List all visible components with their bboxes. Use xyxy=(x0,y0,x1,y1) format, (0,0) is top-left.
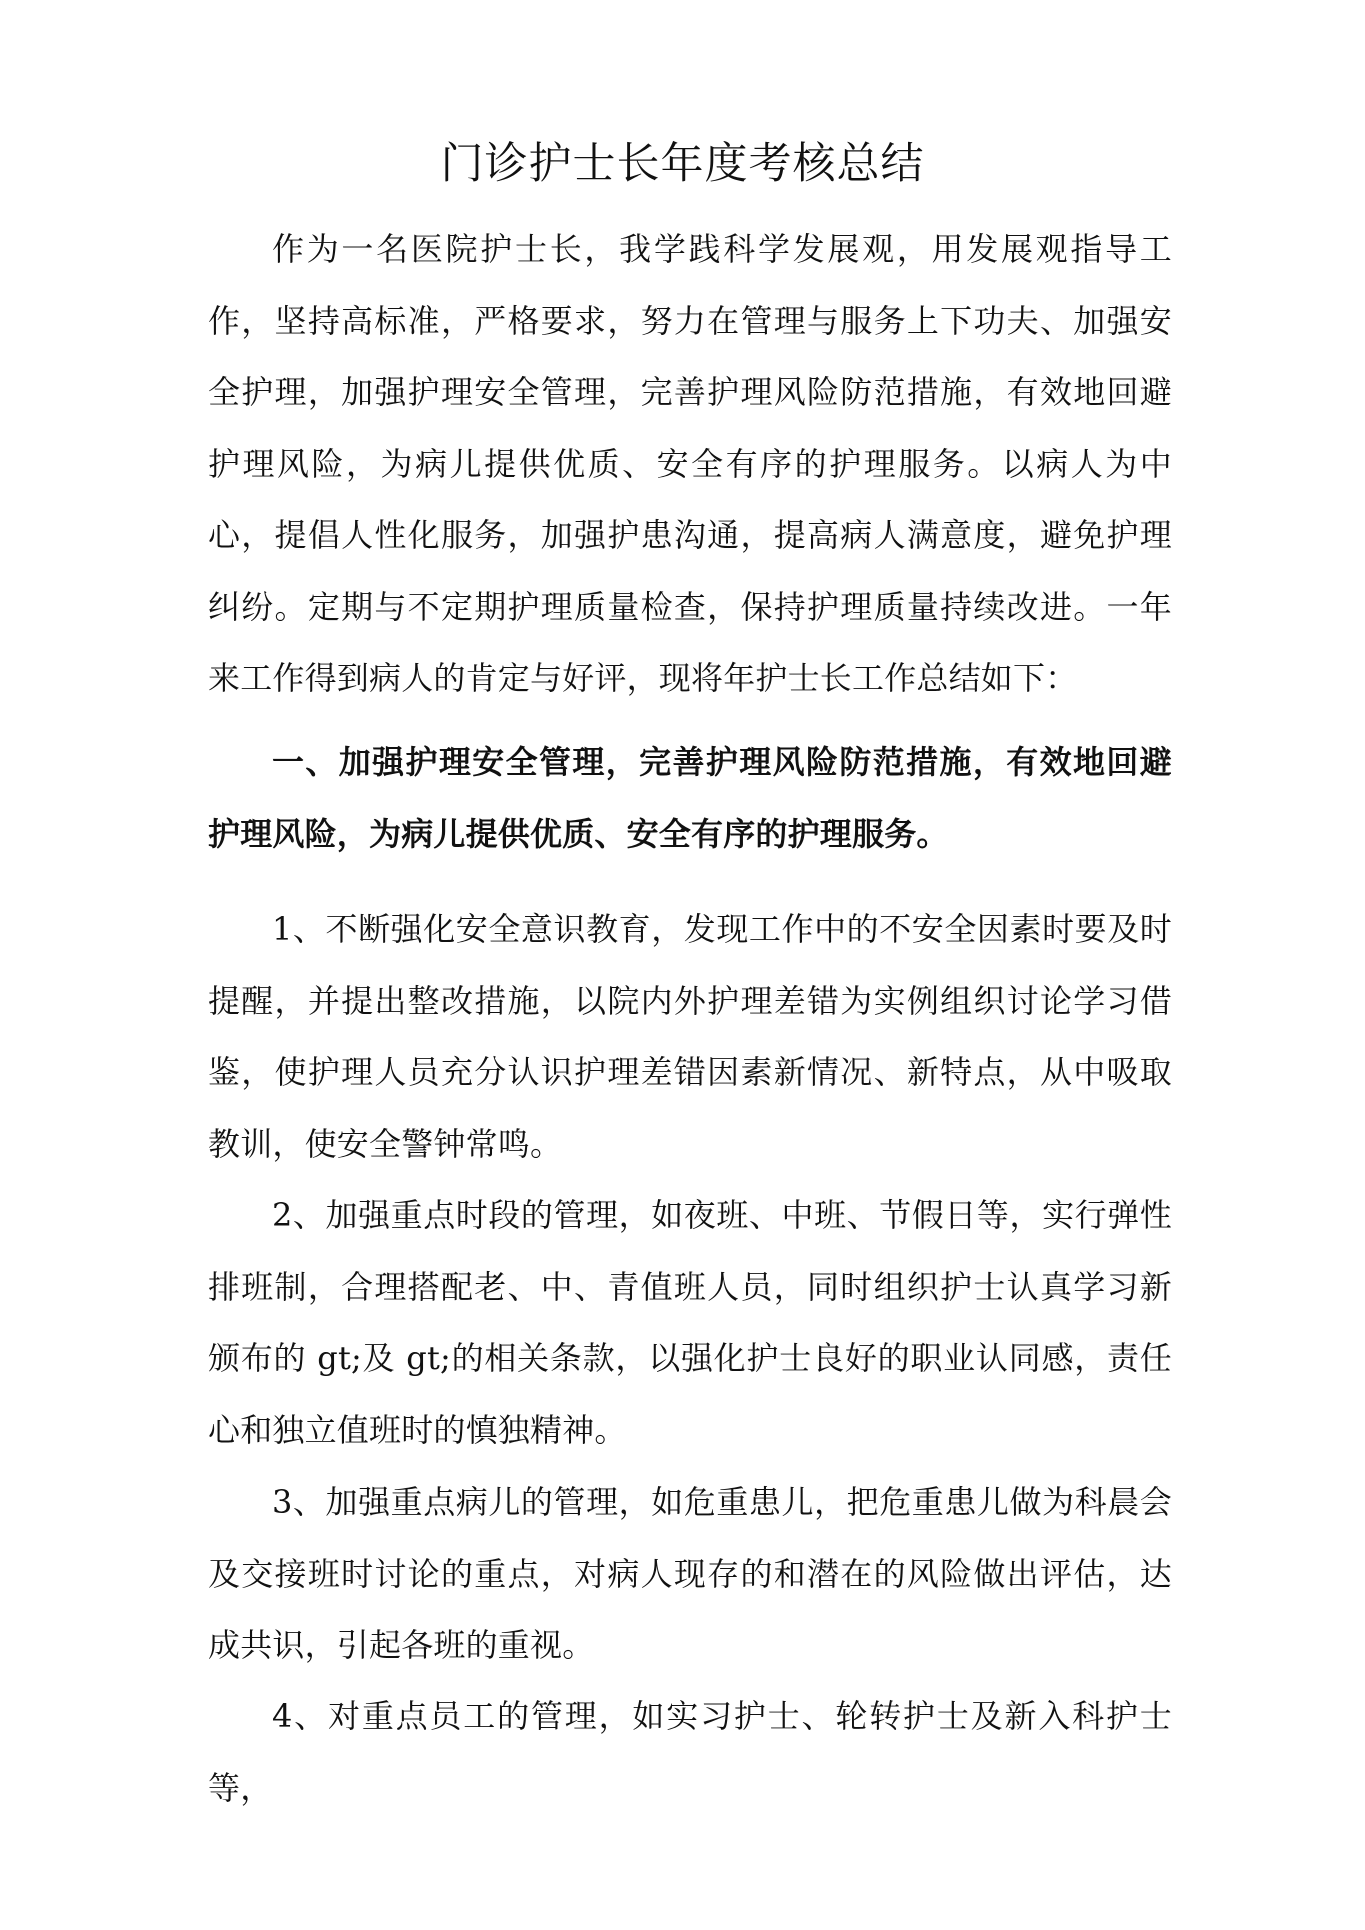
list-item: 1、不断强化安全意识教育，发现工作中的不安全因素时要及时提醒，并提出整改措施，以院内外护理差错为实例组织讨论学习借鉴，使护理人员充分认识护理差错因素新情况、新特点，从中吸取教训，使安全警钟常鸣。 xyxy=(208,910,1172,1163)
section-heading: 一、加强护理安全管理，完善护理风险防范措施，有效地回避护理风险，为病儿提供优质、安全有序的护理服务。 xyxy=(208,743,1172,853)
list-item: 4、对重点员工的管理，如实习护士、轮转护士及新入科护士等， xyxy=(208,1697,1172,1807)
list-item: 3、加强重点病儿的管理，如危重患儿，把危重患儿做为科晨会及交接班时讨论的重点，对病人现存的和潜在的风险做出评估，达成共识，引起各班的重视。 xyxy=(208,1483,1172,1664)
intro-paragraph: 作为一名医院护士长，我学践科学发展观，用发展观指导工作，坚持高标准，严格要求，努力在管理与服务上下功夫、加强安全护理，加强护理安全管理，完善护理风险防范措施，有效地回避护理风险，为病儿提供优质、安全有序的护理服务。以病人为中心，提倡人性化服务，加强护患沟通，提高病人满意度，避免护理纠纷。定期与不定期护理质量检查，保持护理质量持续改进。一年来工作得到病人的肯定与好评，现将年护士长工作总结如下： xyxy=(208,230,1172,697)
document-title: 门诊护士长年度考核总结 xyxy=(440,139,925,189)
list-item: 2、加强重点时段的管理，如夜班、中班、节假日等，实行弹性排班制，合理搭配老、中、青值班人员，同时组织护士认真学习新颁布的 gt;及 gt;的相关条款，以强化护士良好的职业认同感，责任心和独立值班时的慎独精神。 xyxy=(208,1196,1172,1449)
